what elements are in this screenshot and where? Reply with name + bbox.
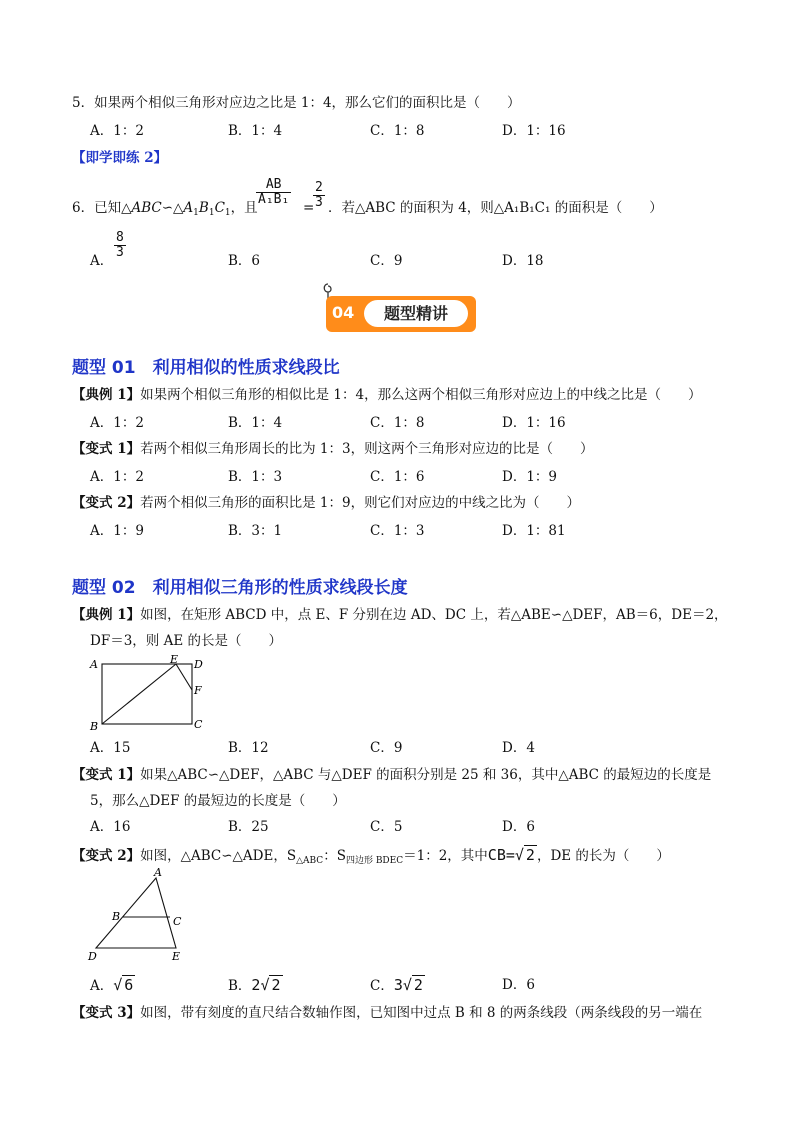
fig1-label-c: C <box>194 718 203 731</box>
fig1-label-f: F <box>194 684 202 697</box>
triangle-figure <box>86 868 196 964</box>
t1-var1-option-a: A．1：2 <box>90 469 144 485</box>
t2-var2-option-b: B．2√ 2 <box>228 976 281 994</box>
q6-ratio: $\frac{2}{3}$ <box>315 180 323 210</box>
question-5-stem: 5．如果两个相似三角形对应边之比是 1：4，那么它们的面积比是（ ） <box>72 95 521 111</box>
t2-var2-option-d: D．6 <box>502 977 535 993</box>
t1-ex1-option-b: B．1：4 <box>228 415 283 431</box>
q6-option-a-fraction: $\frac{8}{3}$ <box>116 230 124 260</box>
t1-ex1-option-c: C．1：8 <box>370 415 425 431</box>
q6-fraction: $\frac{AB}{\text{A₁B₁}}$ <box>258 177 290 207</box>
fig2-label-e: E <box>172 950 181 963</box>
q5-option-a: A．1：2 <box>90 123 144 139</box>
t2-var1-option-d: D．6 <box>502 819 535 835</box>
t1-var1-option-b: B．1：3 <box>228 469 283 485</box>
t1-var2-option-c: C．1：3 <box>370 523 425 539</box>
t2-ex1-option-b: B．12 <box>228 740 269 756</box>
t1-var1-option-c: C．1：6 <box>370 469 425 485</box>
t1-var2-option-a: A．1：9 <box>90 523 144 539</box>
q5-option-d: D．1：16 <box>502 123 566 139</box>
t1-var1-option-d: D．1：9 <box>502 469 558 485</box>
t2-var1-option-c: C．5 <box>370 819 403 835</box>
banner-number: 04 <box>332 303 355 322</box>
banner-label: 题型精讲 <box>364 300 468 327</box>
t2-variant-1-stem-line1: 【变式 1】如果△ABC∽△DEF，△ABC 与△DEF 的面积分别是 25 和 36，其中△ABC 的最短边的长度是 <box>72 767 712 783</box>
t1-ex1-option-a: A．1：2 <box>90 415 144 431</box>
fig1-label-d: D <box>194 658 203 671</box>
type-02-title: 题型 02 利用相似三角形的性质求线段长度 <box>72 578 408 598</box>
q6-option-d: D．18 <box>502 253 544 269</box>
rectangle-figure <box>86 654 206 734</box>
t2-variant-3-stem: 【变式 3】如图，带有刻度的直尺结合数轴作图，已知图中过点 B 和 8 的两条线段（两条线段的另一端在 <box>72 1005 703 1021</box>
t1-var2-option-d: D．1：81 <box>502 523 566 539</box>
fig2-label-b: B <box>112 910 121 923</box>
q6-equals: = <box>303 200 315 216</box>
t2-variant-2-stem: 【变式 2】如图，△ABC∽△ADE，$S_{\triangle ABC}$：$S_{四边形 BDEC}=1$：2，其中CB=√ 2 ，DE 的长为（ ） <box>72 846 670 866</box>
fig2-label-a: A <box>154 868 162 879</box>
t2-var1-option-a: A．16 <box>90 819 131 835</box>
t2-variant-1-stem-line2: 5，那么△DEF 的最短边的长度是（ ） <box>90 793 346 809</box>
q6-option-c: C．9 <box>370 253 403 269</box>
t1-example-1-stem: 【典例 1】如果两个相似三角形的相似比是 1：4，那么这两个相似三角形对应边上的中线之比是（ ） <box>72 387 702 403</box>
fig1-label-b: B <box>90 720 99 733</box>
fig2-label-d: D <box>88 950 97 963</box>
t2-ex1-option-d: D．4 <box>502 740 535 756</box>
type-01-title: 题型 01 利用相似的性质求线段比 <box>72 358 340 378</box>
fig1-label-e: E <box>170 654 179 666</box>
t1-variant-1-stem: 【变式 1】若两个相似三角形周长的比为 1：3，则这两个三角形对应边的比是（ ） <box>72 441 594 457</box>
fig2-label-c: C <box>173 915 182 928</box>
t2-var1-option-b: B．25 <box>228 819 269 835</box>
t1-var2-option-b: B．3：1 <box>228 523 283 539</box>
q5-option-c: C．1：8 <box>370 123 425 139</box>
t2-ex1-option-c: C．9 <box>370 740 403 756</box>
t2-var2-option-a: A．√ 6 <box>90 976 134 994</box>
t2-var2-option-c: C．3√ 2 <box>370 976 423 994</box>
fig1-label-a: A <box>90 658 98 671</box>
q5-option-b: B．1：4 <box>228 123 283 139</box>
t2-ex1-option-a: A．15 <box>90 740 131 756</box>
q6-option-b: B．6 <box>228 253 261 269</box>
q6-stem-end: ．若△ABC 的面积为 4，则△A₁B₁C₁ 的面积是（ ） <box>328 200 663 216</box>
t1-variant-2-stem: 【变式 2】若两个相似三角形的面积比是 1：9，则它们对应边的中线之比为（ ） <box>72 495 581 511</box>
t1-ex1-option-d: D．1：16 <box>502 415 566 431</box>
section-banner <box>326 296 476 332</box>
practice-label: 【即学即练 2】 <box>72 150 168 166</box>
q6-option-a: A． <box>90 253 114 269</box>
t2-example-1-stem-line2: DF＝3，则 AE 的长是（ ） <box>90 633 282 649</box>
t2-example-1-stem-line1: 【典例 1】如图，在矩形 ABCD 中，点 E、F 分别在边 AD、DC 上，若△ABE∽△DEF，AB＝6，DE＝2， <box>72 607 728 623</box>
question-6-stem: 6．已知$\triangle ABC∽\triangle A_1B_1C_1$，且 <box>72 200 258 218</box>
